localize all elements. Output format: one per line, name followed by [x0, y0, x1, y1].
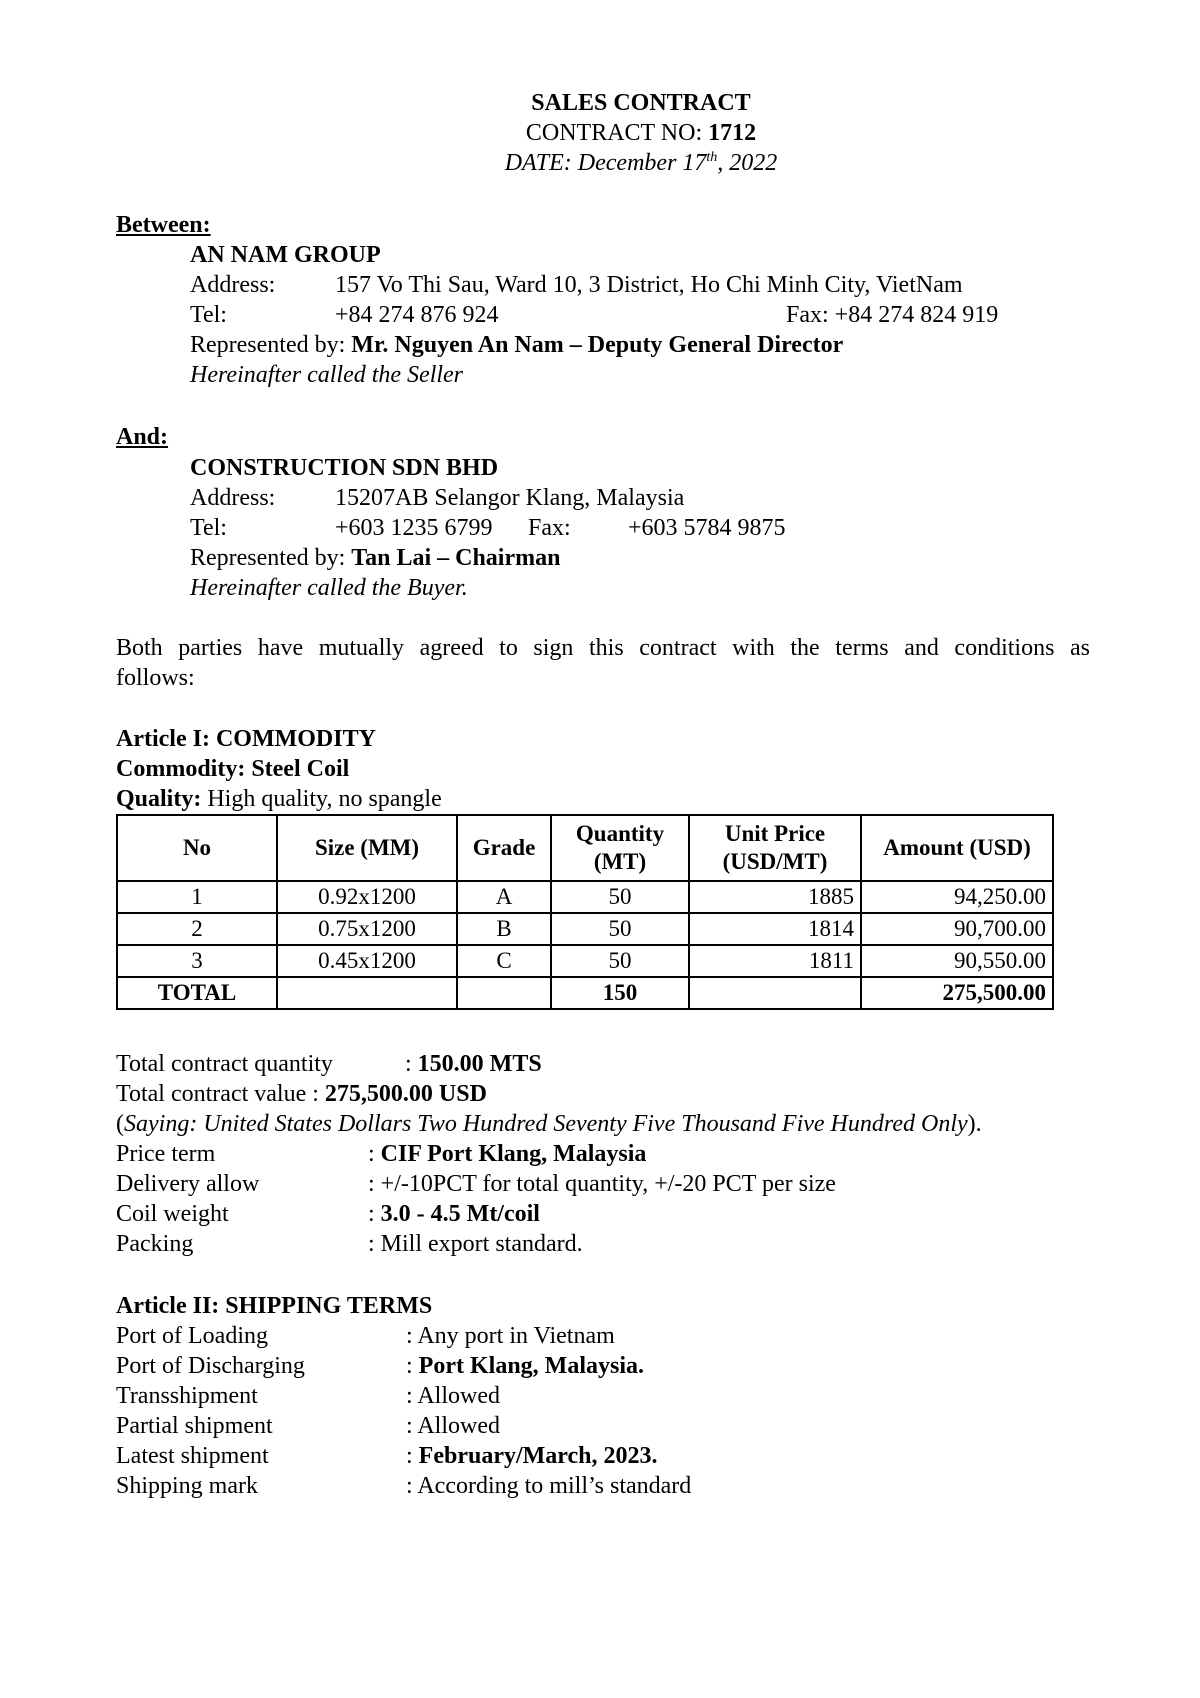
cell-quantity: 50	[551, 945, 689, 977]
date-suffix: , 2022	[717, 150, 778, 176]
saying-close: ).	[967, 1111, 982, 1137]
packing-label: Packing	[116, 1231, 194, 1257]
date-prefix: DATE: December 17	[504, 150, 707, 176]
port-of-loading-value: Any port in Vietnam	[417, 1323, 615, 1349]
col-header-grade: Grade	[457, 815, 551, 881]
transshipment-line: : Allowed	[406, 1383, 500, 1409]
delivery-allow-label: Delivery allow	[116, 1171, 260, 1197]
cell-size: 0.45x1200	[277, 945, 457, 977]
total-value-amount: 275,500.00 USD	[324, 1081, 487, 1107]
table-header-row	[117, 815, 1053, 881]
col-header-no: No	[117, 815, 277, 881]
total-quantity-label: Total contract quantity	[116, 1051, 333, 1077]
total-amount: 275,500.00	[861, 977, 1053, 1009]
total-quantity-line	[405, 1049, 542, 1079]
cell-unit-price: 1811	[689, 945, 861, 977]
total-value-label: Total contract value	[116, 1081, 307, 1107]
buyer-name: CONSTRUCTION SDN BHD	[190, 455, 499, 481]
cell-no: 3	[117, 945, 277, 977]
contract-number: 1712	[708, 120, 757, 146]
packing-line: : Mill export standard.	[368, 1231, 583, 1257]
col-header-amount: Amount (USD)	[861, 815, 1053, 881]
total-quantity-value: 150.00 MTS	[417, 1051, 542, 1077]
article-1-heading: Article I: COMMODITY	[116, 726, 376, 752]
saying-open: (	[116, 1111, 124, 1137]
coil-weight-line: : 3.0 - 4.5 Mt/coil	[368, 1201, 540, 1227]
total-quantity-separator: :	[405, 1051, 418, 1077]
cell-grade: A	[457, 881, 551, 913]
col-header-quantity: Quantity (MT)	[551, 815, 689, 881]
commodity-line: Commodity: Steel Coil	[116, 756, 350, 782]
coil-weight-label: Coil weight	[116, 1201, 229, 1227]
delivery-allow-value: +/-10PCT for total quantity, +/-20 PCT per size	[380, 1171, 836, 1197]
cell-grade: C	[457, 945, 551, 977]
seller-address: 157 Vo Thi Sau, Ward 10, 3 District, Ho Chi Minh City, VietNam	[335, 272, 963, 298]
price-term-label: Price term	[116, 1141, 216, 1167]
cell-quantity: 50	[551, 913, 689, 945]
buyer-address: 15207AB Selangor Klang, Malaysia	[335, 485, 685, 511]
shipping-mark-label: Shipping mark	[116, 1473, 258, 1499]
total-label: TOTAL	[117, 977, 277, 1009]
buyer-tel-label: Tel:	[190, 515, 227, 541]
latest-shipment-value: February/March, 2023.	[418, 1443, 658, 1469]
table-row	[117, 913, 1053, 945]
seller-tel: +84 274 876 924	[335, 302, 499, 328]
cell-unit-price: 1814	[689, 913, 861, 945]
seller-fax: Fax: +84 274 824 919	[786, 302, 999, 328]
contract-date	[0, 148, 1200, 178]
between-heading: Between:	[116, 212, 211, 238]
seller-address-label: Address:	[190, 272, 276, 298]
seller-representative	[190, 330, 843, 360]
cell-no: 1	[117, 881, 277, 913]
cell-amount: 90,550.00	[861, 945, 1053, 977]
shipping-mark-line: : According to mill’s standard	[406, 1473, 692, 1499]
buyer-rep-label: Represented by:	[190, 545, 352, 571]
quality-value: High quality, no spangle	[201, 786, 442, 812]
contract-number-label: CONTRACT NO:	[525, 120, 709, 146]
and-heading: And:	[116, 424, 169, 450]
partial-shipment-line: : Allowed	[406, 1413, 500, 1439]
buyer-representative	[190, 543, 560, 573]
coil-weight-value: 3.0 - 4.5 Mt/coil	[380, 1201, 540, 1227]
port-of-loading-line: : Any port in Vietnam	[406, 1323, 615, 1349]
total-quantity: 150	[551, 977, 689, 1009]
packing-value: Mill export standard.	[380, 1231, 583, 1257]
seller-rep-label: Represented by:	[190, 332, 352, 358]
buyer-tel: +603 1235 6799	[335, 515, 493, 541]
cell-amount: 90,700.00	[861, 913, 1053, 945]
partial-shipment-label: Partial shipment	[116, 1413, 273, 1439]
saying-text: Saying: United States Dollars Two Hundred Seventy Five Thousand Five Hundred Only	[124, 1111, 968, 1137]
date-superscript: th	[706, 150, 718, 165]
cell-no: 2	[117, 913, 277, 945]
quality-line	[116, 784, 442, 814]
latest-shipment-label: Latest shipment	[116, 1443, 269, 1469]
transshipment-label: Transshipment	[116, 1383, 258, 1409]
seller-tel-label: Tel:	[190, 302, 227, 328]
buyer-called: Hereinafter called the Buyer.	[190, 575, 468, 601]
cell-amount: 94,250.00	[861, 881, 1053, 913]
saying-line	[116, 1109, 982, 1139]
seller-name: AN NAM GROUP	[190, 242, 381, 268]
seller-rep-name: Mr. Nguyen An Nam – Deputy General Director	[351, 332, 844, 358]
cell-unit-price: 1885	[689, 881, 861, 913]
latest-shipment-line: : February/March, 2023.	[406, 1443, 658, 1469]
cell-quantity: 50	[551, 881, 689, 913]
col-header-size: Size (MM)	[277, 815, 457, 881]
shipping-mark-value: According to mill’s standard	[417, 1473, 692, 1499]
contract-number-line	[0, 118, 1200, 148]
document-title: SALES CONTRACT	[531, 90, 751, 116]
article-2-heading: Article II: SHIPPING TERMS	[116, 1293, 433, 1319]
buyer-rep-name: Tan Lai – Chairman	[351, 545, 561, 571]
price-term-line: : CIF Port Klang, Malaysia	[368, 1141, 647, 1167]
table-row	[117, 881, 1053, 913]
total-size-empty	[277, 977, 457, 1009]
agreement-line-2: follows:	[116, 665, 195, 691]
cell-grade: B	[457, 913, 551, 945]
buyer-fax: +603 5784 9875	[628, 515, 786, 541]
transshipment-value: Allowed	[417, 1383, 500, 1409]
buyer-address-label: Address:	[190, 485, 276, 511]
port-of-discharging-line: : Port Klang, Malaysia.	[406, 1353, 644, 1379]
commodity-table	[116, 814, 1054, 1010]
port-of-loading-label: Port of Loading	[116, 1323, 268, 1349]
cell-size: 0.92x1200	[277, 881, 457, 913]
total-value-separator: :	[306, 1081, 325, 1107]
quality-label: Quality:	[116, 786, 202, 812]
seller-called: Hereinafter called the Seller	[190, 362, 464, 388]
total-value-line	[116, 1079, 487, 1109]
col-header-unit-price: Unit Price (USD/MT)	[689, 815, 861, 881]
delivery-allow-line: : +/-10PCT for total quantity, +/-20 PCT per size	[368, 1171, 836, 1197]
port-of-discharging-value: Port Klang, Malaysia.	[418, 1353, 644, 1379]
port-of-discharging-label: Port of Discharging	[116, 1353, 305, 1379]
cell-size: 0.75x1200	[277, 913, 457, 945]
total-grade-empty	[457, 977, 551, 1009]
agreement-line-1: Both parties have mutually agreed to sign this contract with the terms and conditions as	[116, 635, 1090, 661]
price-term-value: CIF Port Klang, Malaysia	[380, 1141, 647, 1167]
buyer-fax-label: Fax:	[528, 515, 571, 541]
partial-shipment-value: Allowed	[417, 1413, 500, 1439]
table-row	[117, 945, 1053, 977]
table-total-row	[117, 977, 1053, 1009]
total-price-empty	[689, 977, 861, 1009]
